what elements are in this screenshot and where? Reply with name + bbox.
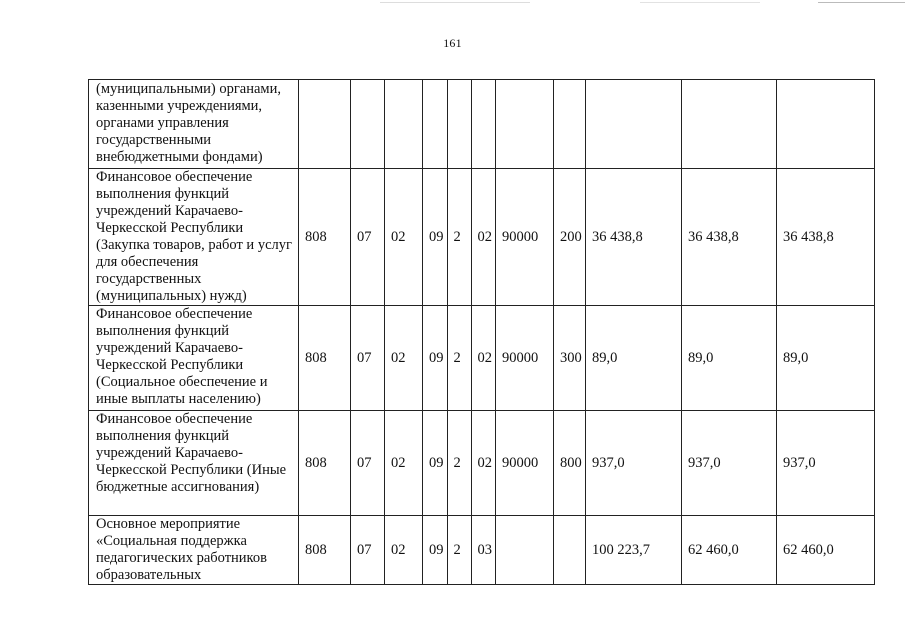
subsection-code-cell [385, 80, 423, 169]
expense-type-code-cell [554, 516, 586, 585]
direction-code-cell [496, 80, 554, 169]
scan-artifact-top-right [640, 2, 760, 3]
main-event-code-cell: 02 [471, 306, 496, 411]
amount-year-3-cell: 937,0 [777, 411, 875, 516]
row-name-cell: Финансовое обеспечение выполнения функций учреждений Карачаево-Черкесской Республики (Социальное обеспечение и иные выплаты населению) [89, 306, 299, 411]
amount-year-1-cell: 100 223,7 [586, 516, 682, 585]
table-row [89, 411, 875, 516]
expense-type-code-cell: 800 [554, 411, 586, 516]
program-code-cell: 09 [423, 411, 448, 516]
main-event-code-cell: 03 [471, 516, 496, 585]
main-event-code-cell [471, 80, 496, 169]
amount-year-2-cell: 89,0 [682, 306, 777, 411]
expense-type-code-cell [554, 80, 586, 169]
subsection-code-cell: 02 [385, 411, 423, 516]
amount-year-2-cell [682, 80, 777, 169]
row-name-cell: (муниципальными) органами, казенными учреждениями, органами управления государственными внебюджетными фондами) [89, 80, 299, 169]
table-row [89, 306, 875, 411]
direction-code-cell: 90000 [496, 411, 554, 516]
amount-year-3-cell [777, 80, 875, 169]
amount-year-2-cell: 937,0 [682, 411, 777, 516]
subprogram-code-cell: 2 [447, 169, 471, 306]
row-name-cell: Основное мероприятие «Социальная поддержка педагогических работников образовательных [89, 516, 299, 585]
ministry-code-cell [299, 80, 351, 169]
subprogram-code-cell: 2 [447, 516, 471, 585]
section-code-cell: 07 [351, 516, 385, 585]
program-code-cell: 09 [423, 169, 448, 306]
subprogram-code-cell [447, 80, 471, 169]
direction-code-cell: 90000 [496, 306, 554, 411]
section-code-cell: 07 [351, 306, 385, 411]
ministry-code-cell: 808 [299, 516, 351, 585]
amount-year-3-cell: 89,0 [777, 306, 875, 411]
subprogram-code-cell: 2 [447, 411, 471, 516]
amount-year-1-cell [586, 80, 682, 169]
subprogram-code-cell: 2 [447, 306, 471, 411]
amount-year-3-cell: 36 438,8 [777, 169, 875, 306]
ministry-code-cell: 808 [299, 306, 351, 411]
subsection-code-cell: 02 [385, 306, 423, 411]
direction-code-cell [496, 516, 554, 585]
expense-type-code-cell: 200 [554, 169, 586, 306]
amount-year-1-cell: 89,0 [586, 306, 682, 411]
section-code-cell: 07 [351, 169, 385, 306]
amount-year-1-cell: 937,0 [586, 411, 682, 516]
amount-year-3-cell: 62 460,0 [777, 516, 875, 585]
row-name-cell: Финансовое обеспечение выполнения функций учреждений Карачаево-Черкесской Республики (Иные бюджетные ассигнования) [89, 411, 299, 516]
expense-type-code-cell: 300 [554, 306, 586, 411]
ministry-code-cell: 808 [299, 411, 351, 516]
section-code-cell: 07 [351, 411, 385, 516]
amount-year-2-cell: 36 438,8 [682, 169, 777, 306]
table-body [89, 80, 875, 585]
page-number: 161 [443, 36, 462, 50]
ministry-code-cell: 808 [299, 169, 351, 306]
amount-year-2-cell: 62 460,0 [682, 516, 777, 585]
section-code-cell [351, 80, 385, 169]
amount-year-1-cell: 36 438,8 [586, 169, 682, 306]
row-name-cell: Финансовое обеспечение выполнения функций учреждений Карачаево-Черкесской Республики (Закупка товаров, работ и услуг для обеспечения государственных (муниципальных) нужд) [89, 169, 299, 306]
program-code-cell: 09 [423, 306, 448, 411]
table-row [89, 80, 875, 169]
subsection-code-cell: 02 [385, 169, 423, 306]
main-event-code-cell: 02 [471, 411, 496, 516]
table-row [89, 169, 875, 306]
table-row [89, 516, 875, 585]
main-event-code-cell: 02 [471, 169, 496, 306]
subsection-code-cell: 02 [385, 516, 423, 585]
program-code-cell [423, 80, 448, 169]
scan-artifact-top-edge [818, 2, 905, 3]
direction-code-cell: 90000 [496, 169, 554, 306]
scan-artifact-top-left [380, 2, 530, 3]
budget-table [88, 79, 875, 585]
program-code-cell: 09 [423, 516, 448, 585]
